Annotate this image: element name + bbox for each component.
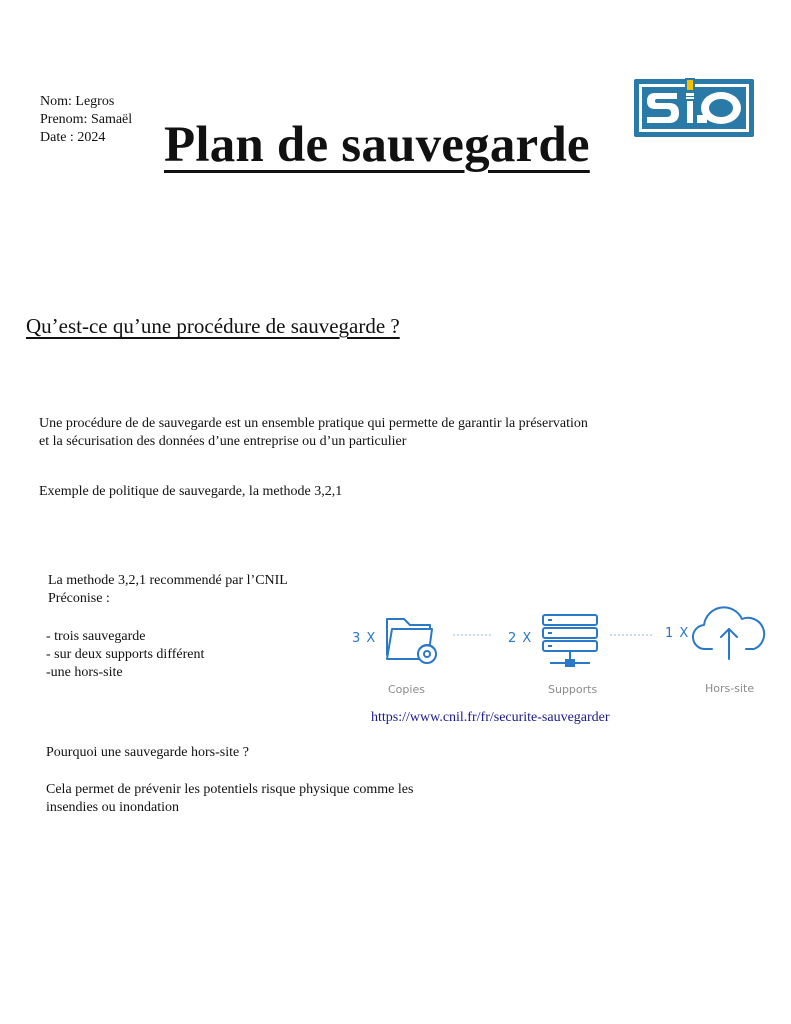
sio-logo (633, 75, 755, 139)
page-title: Plan de sauvegarde (164, 117, 590, 173)
step-count-hors-site: 1 X (665, 626, 690, 641)
intro-paragraph: Une procédure de de sauvegarde est un ensemble pratique qui permette de garantir la préservation et la sécurisation des données d’une entreprise ou d’un particulier (39, 416, 588, 449)
server-icon (543, 615, 597, 666)
cloud-upload-icon (693, 607, 764, 659)
author-info (40, 93, 132, 147)
step-label-copies: Copies (388, 683, 425, 696)
backup-321-diagram (340, 597, 780, 702)
method-list (46, 628, 204, 682)
section-heading: Qu’est-ce qu’une procédure de sauvegarde ? (26, 314, 400, 338)
example-paragraph: Exemple de politique de sauvegarde, la methode 3,2,1 (39, 484, 343, 499)
document-date: Date : 2024 (40, 130, 106, 145)
answer-text: Cela permet de prévenir les potentiels risque physique comme les insendies ou inondation (46, 782, 414, 815)
list-item: -une hors-site (46, 665, 123, 680)
list-item: - sur deux supports différent (46, 647, 205, 662)
list-item: - trois sauvegarde (46, 629, 146, 644)
folder-sync-icon (387, 619, 436, 663)
step-count-supports: 2 X (508, 631, 533, 646)
method-intro (48, 572, 288, 608)
question-text: Pourquoi une sauvegarde hors-site ? (46, 745, 249, 760)
sio-logo-icon (633, 75, 755, 139)
author-lastname: Nom: Legros (40, 94, 115, 109)
cnil-link[interactable]: https://www.cnil.fr/fr/securite-sauvegarder (371, 710, 610, 725)
step-label-hors-site: Hors-site (705, 682, 755, 695)
step-label-supports: Supports (548, 683, 598, 696)
method-line-1: La methode 3,2,1 recommendé par l’CNIL (48, 573, 288, 588)
step-count-copies: 3 X (352, 631, 377, 646)
author-firstname: Prenom: Samaël (40, 112, 133, 127)
logo-text (755, 75, 756, 76)
method-line-2: Préconise : (48, 591, 110, 606)
